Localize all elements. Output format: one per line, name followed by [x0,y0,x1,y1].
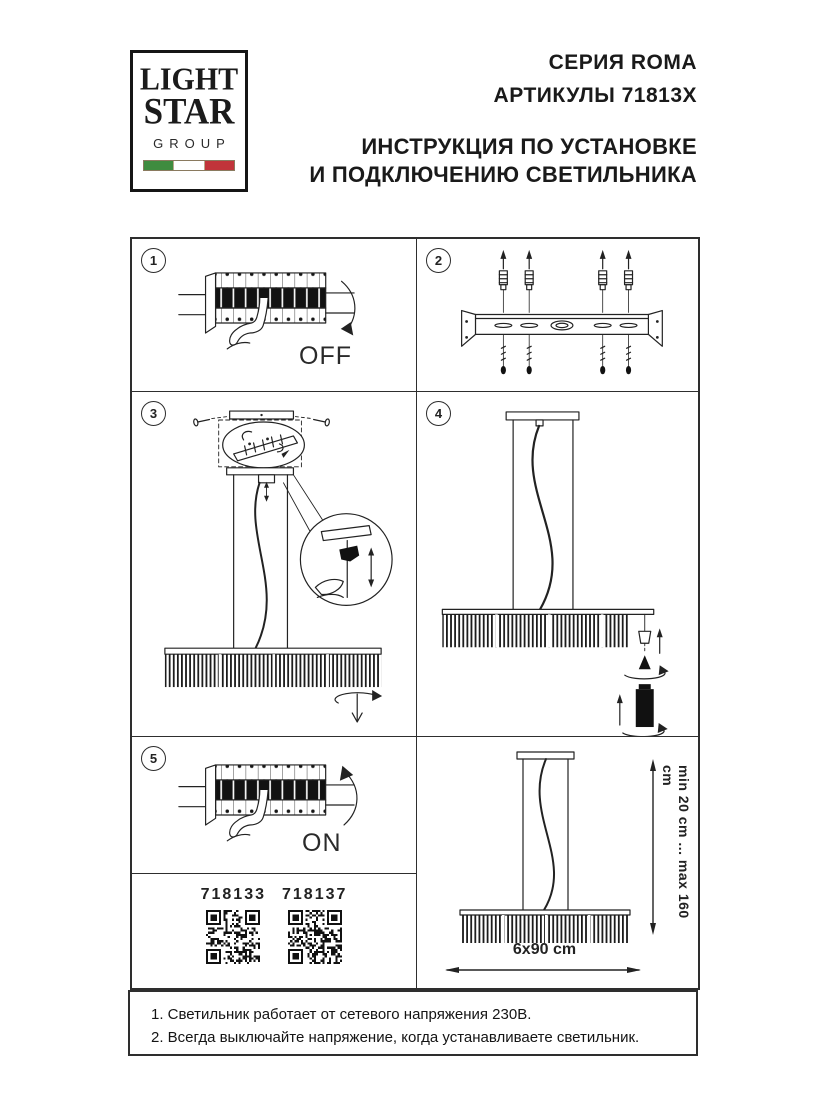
italy-flag [143,160,235,171]
articles-title: АРТИКУЛЫ 71813X [493,84,697,107]
article-qr-panel [132,874,417,988]
qr-columns [132,874,416,988]
header-title-block [309,133,697,189]
step-4-panel [417,392,698,737]
mounting-bracket-drawing [417,239,698,391]
circuit-breaker-off-drawing [132,239,416,391]
step-1-number: 1 [149,253,158,268]
instruction-title-line1: ИНСТРУКЦИЯ ПО УСТАНОВКЕ [361,134,697,159]
step-2-number: 2 [434,253,443,268]
height-range-label: min 20 cm ... max 160 cm [660,765,692,919]
logo-text-star: STAR [143,91,235,132]
pendant-fixture-drawing [417,392,698,736]
width-label: 6x90 cm [512,941,577,958]
step-3-panel [132,392,417,737]
flag-green-stripe [144,161,173,170]
instruction-title-line2: И ПОДКЛЮЧЕНИЮ СВЕТИЛЬНИКА [309,162,697,187]
notes-box [128,990,698,1056]
header-series-block [494,46,697,112]
note-line-2: 2. Всегда выключайте напряжение, когда устанавливаете светильник. [151,1029,640,1046]
flag-white-stripe [173,161,204,170]
lightstar-logo [130,50,248,192]
logo-text-light: LIGHT [139,62,239,97]
qr-code [288,910,342,964]
step-4-number: 4 [434,406,443,421]
step-5-panel [132,737,417,874]
product-column [282,886,347,988]
logo-text-group: GROUP [153,136,231,151]
screws [501,334,631,374]
anchor-dowels [499,250,632,313]
step-3-number: 3 [149,406,158,421]
circuit-breaker-on-drawing [132,737,416,873]
series-title: СЕРИЯ ROMA [548,51,697,74]
on-label: ON [302,829,342,857]
steps-grid [130,237,700,990]
qr-code [206,910,260,964]
step-5-number: 5 [149,751,158,766]
flag-red-stripe [205,161,234,170]
step-1-panel [132,239,417,392]
article-number: 718137 [282,886,348,903]
note-line-1: 1. Светильник работает от сетевого напряжения 230В. [151,1006,532,1023]
step-2-panel [417,239,698,392]
product-column [201,886,266,988]
ceiling-mount-drawing [132,392,416,736]
article-number: 718133 [200,886,266,903]
dimensions-panel [417,737,698,988]
off-label: OFF [299,342,352,370]
